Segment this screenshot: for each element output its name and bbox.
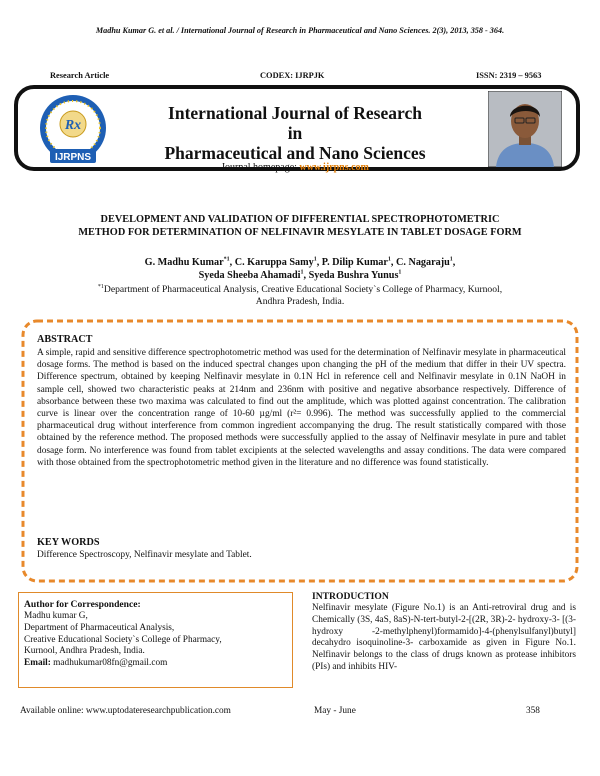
author-affiliation-marker: *1: [223, 256, 230, 263]
codex: CODEX: IJRPJK: [260, 71, 325, 80]
introduction-text: Nelfinavir mesylate (Figure No.1) is an Anti-retroviral drug and is Chemically (3S, 4aS, 8aS)-N-tert-butyl-2-[(2R, 3R)-2- hydroxy-3- [(3-hydroxy -2-methylphenyl)formamido]-4-(phenylsulfanyl)butyl] decahydro isoquinoline-3- carboxamide as given in Figure No.1. Nelfinavir belongs to the class of drugs known as protease inhibitors (PIs) and inhibits HIV-: [312, 603, 576, 672]
affiliation-marker: *1: [97, 283, 104, 290]
running-head: Madhu Kumar G. et al. / International Journal of Research in Pharmaceutical and Nano Sciences. 2(3), 2013, 358 - 364.: [95, 26, 505, 35]
journal-logo: [30, 92, 116, 168]
logo-text: IJRPNS: [54, 152, 92, 163]
correspondence-name: Madhu kumar G,: [24, 611, 88, 621]
author-affiliation-marker: 1: [387, 256, 391, 263]
author-name: P. Dilip Kumar: [321, 257, 388, 268]
affiliation-line-1: $^{*1}$Department of Pharmaceutical Analysis, Creative Educational Society`s College of Pharmacy, Kurnool,: [97, 283, 503, 295]
affiliation: [20, 284, 580, 308]
keywords-heading: KEY WORDS: [37, 537, 100, 548]
author-line-1: G. Madhu Kumar$^{*1}$, C. Karuppa Samy$^1$, P. Dilip Kumar$^1$, C. Nagaraju$^1$,: [144, 256, 456, 268]
author-line-2: Syeda Sheeba Ahamadi$^1$, Syeda Bushra Yunus$^1$: [198, 269, 402, 281]
abstract-text: A simple, rapid and sensitive difference spectrophotometric method was used for the determination of Nelfinavir mesylate in pharmaceutical dosage forms. The method is based on the induced spectral changes upon changing the pH of the medium that differ in their UV spectra. Difference spectrum, obtained by keeping Nelfinavir mesylate in 0.1N Hcl in reference cell and Nelfinavir mesylate in 0.1N NaOH in sample cell, showed two characteristic peaks at 214nm and 236nm with positive and negative absorbance respectively. Difference of absorbance between these two maxima was calculated to find out the amplitude, which was plotted against concentration. The calibration curve is linear over the concentration range of 10-60 µg/ml (r²= 0.996). The method was successfully applied to the commercial pharmaceutical drug without interference from common ingredient accompanying the drug. The result statistically compared with those obtained by the reference method. The proposed methods were successfully applied to the assay of Nelfinavir mesylate in pure and tablet dosage form. No interference was found from tablet excipients at the selected wavelengths and assay conditions. The data were compared with those obtained from the spectrophotometric method given in the literature and no difference was found statistically.: [37, 348, 566, 468]
footer-available-online: Available online: www.uptodateresearchpublication.com: [20, 706, 231, 716]
author-affiliation-marker: 1: [300, 269, 304, 276]
correspondence-department: Department of Pharmaceutical Analysis,: [24, 622, 175, 633]
journal-title: [150, 103, 440, 163]
author-photo: [488, 91, 562, 167]
author-affiliation-marker: 1: [398, 269, 402, 276]
author-name: Syeda Sheeba Ahamadi: [198, 270, 301, 281]
email-address[interactable]: madhukumar08fn@gmail.com: [50, 658, 168, 669]
paper-title: [20, 213, 580, 239]
correspondence-email-line: [24, 658, 294, 670]
affiliation-line-2: Andhra Pradesh, India.: [255, 296, 345, 307]
author-name: C. Karuppa Samy: [234, 257, 314, 268]
journal-title-line-3: Pharmaceutical and Nano Sciences: [164, 143, 426, 163]
introduction-heading: INTRODUCTION: [312, 591, 389, 602]
correspondence-place: Kurnool, Andhra Pradesh, India.: [24, 646, 145, 657]
paper-title-line-2: METHOD FOR DETERMINATION OF NELFINAVIR MESYLATE IN TABLET DOSAGE FORM: [78, 227, 522, 238]
footer-issue-months: May - June: [314, 706, 356, 716]
journal-title-line-1: International Journal of Research: [168, 103, 422, 123]
logo-monogram: Rx: [64, 118, 82, 133]
homepage-label: Journal homepage:: [221, 162, 300, 173]
author-affiliation-marker: 1: [313, 256, 317, 263]
journal-homepage: [150, 162, 440, 173]
issn: ISSN: 2319 – 9563: [476, 71, 542, 80]
journal-title-line-2: in: [287, 123, 303, 143]
paper-title-line-1: DEVELOPMENT AND VALIDATION OF DIFFERENTIAL SPECTROPHOTOMETRIC: [100, 214, 500, 225]
keywords-text: Difference Spectroscopy, Nelfinavir mesylate and Tablet.: [37, 550, 252, 560]
author-affiliation-marker: 1: [449, 256, 453, 263]
correspondence-details: [24, 611, 294, 670]
article-type: Research Article: [50, 71, 110, 80]
abstract-heading: ABSTRACT: [37, 334, 93, 345]
author-name: G. Madhu Kumar: [144, 257, 224, 268]
correspondence-college: Creative Educational Society`s College of Pharmacy,: [24, 634, 222, 645]
footer-page-number: 358: [526, 706, 540, 716]
author-name: C. Nagaraju: [396, 257, 450, 268]
author-list: [20, 256, 580, 282]
homepage-link[interactable]: www.ijrpns.com: [299, 162, 369, 173]
author-name: Syeda Bushra Yunus: [308, 270, 399, 281]
correspondence-heading: Author for Correspondence:: [24, 599, 141, 610]
email-label: Email:: [24, 658, 51, 669]
